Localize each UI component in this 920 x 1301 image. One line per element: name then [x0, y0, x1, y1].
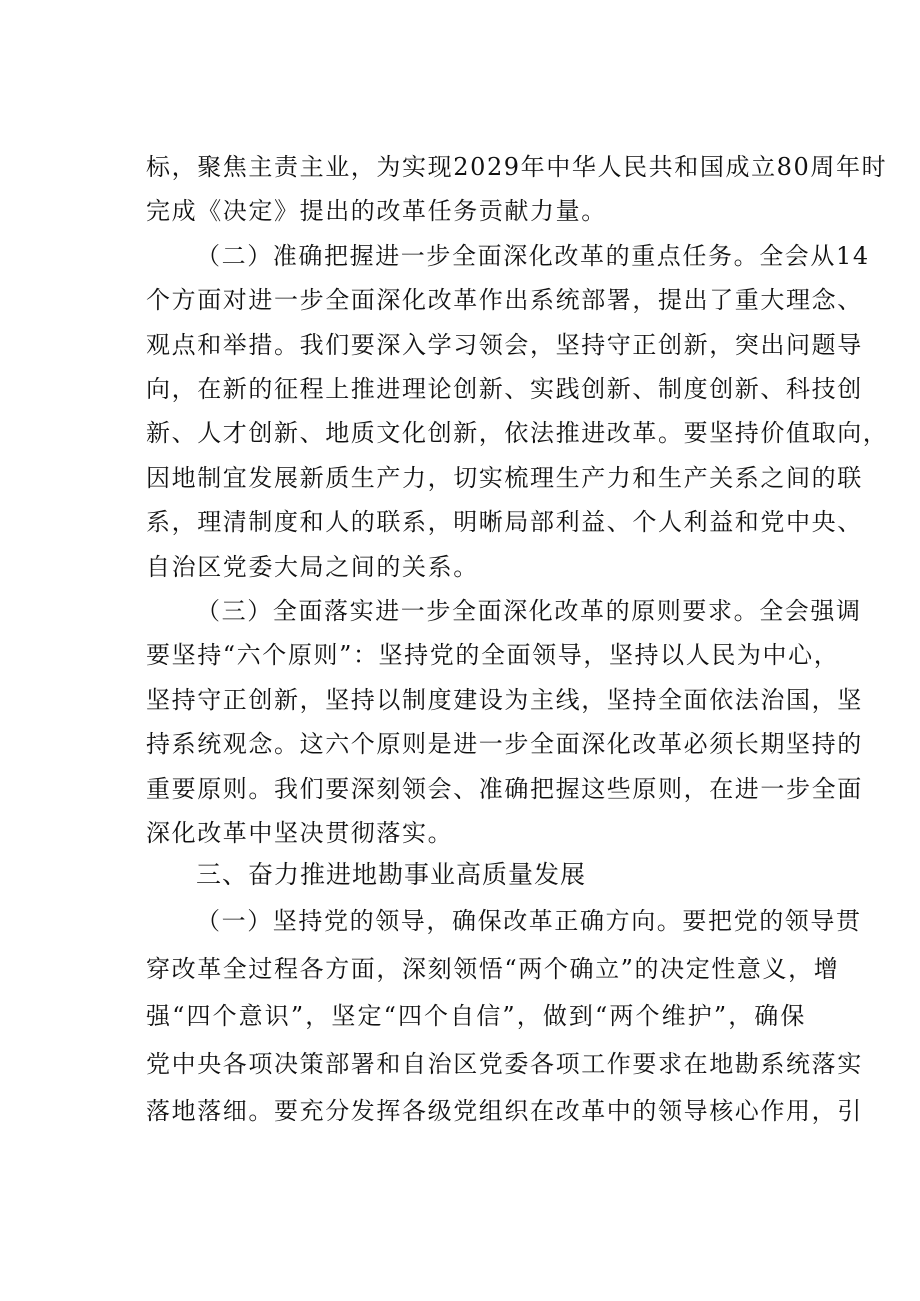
text-line: 重要原则。我们要深刻领会、准确把握这些原则，在进一步全面: [146, 775, 863, 803]
text-line: 向，在新的征程上推进理论创新、实践创新、制度创新、科技创: [146, 375, 863, 403]
text-line: 持系统观念。这六个原则是进一步全面深化改革必须长期坚持的: [146, 730, 863, 758]
paragraph-heading: （三）全面落实进一步全面深化改革的原则要求。全会强调: [196, 597, 862, 625]
text-line: 完成《决定》提出的改革任务贡献力量。: [146, 197, 607, 225]
section-heading: 三、奋力推进地勘事业高质量发展: [196, 860, 587, 889]
text-line: 系，理清制度和人的联系，明晰局部利益、个人利益和党中央、: [146, 508, 863, 536]
text-line: 观点和举措。我们要深入学习领会，坚持守正创新，突出问题导: [146, 331, 863, 359]
text-line: 标，聚焦主责主业，为实现2029年中华人民共和国成立80周年时: [146, 153, 888, 181]
text-line: 要坚持“六个原则”：坚持党的全面领导，坚持以人民为中心，: [146, 641, 840, 669]
text-line: 坚持守正创新，坚持以制度建设为主线，坚持全面依法治国，坚: [146, 686, 863, 714]
text-line: 因地制宜发展新质生产力，切实梳理生产力和生产关系之间的联: [146, 464, 863, 492]
text-line: 新、人才创新、地质文化创新，依法推进改革。要坚持价值取向，: [146, 419, 889, 447]
text-line: 自治区党委大局之间的关系。: [146, 553, 479, 581]
text-line: 党中央各项决策部署和自治区党委各项工作要求在地勘系统落实: [146, 1050, 863, 1078]
text-line: 穿改革全过程各方面，深刻领悟“两个确立”的决定性意义，增: [146, 955, 840, 983]
paragraph-heading: （一）坚持党的领导，确保改革正确方向。要把党的领导贯: [196, 907, 862, 935]
text-line: 个方面对进一步全面深化改革作出系统部署，提出了重大理念、: [146, 286, 863, 314]
paragraph-heading: （二）准确把握进一步全面深化改革的重点任务。全会从14: [196, 242, 870, 270]
text-line: 强“四个意识”，坚定“四个自信”，做到“两个维护”，确保: [146, 1002, 806, 1030]
text-line: 深化改革中坚决贯彻落实。: [146, 819, 454, 847]
text-line: 落地落细。要充分发挥各级党组织在改革中的领导核心作用，引: [146, 1097, 863, 1125]
